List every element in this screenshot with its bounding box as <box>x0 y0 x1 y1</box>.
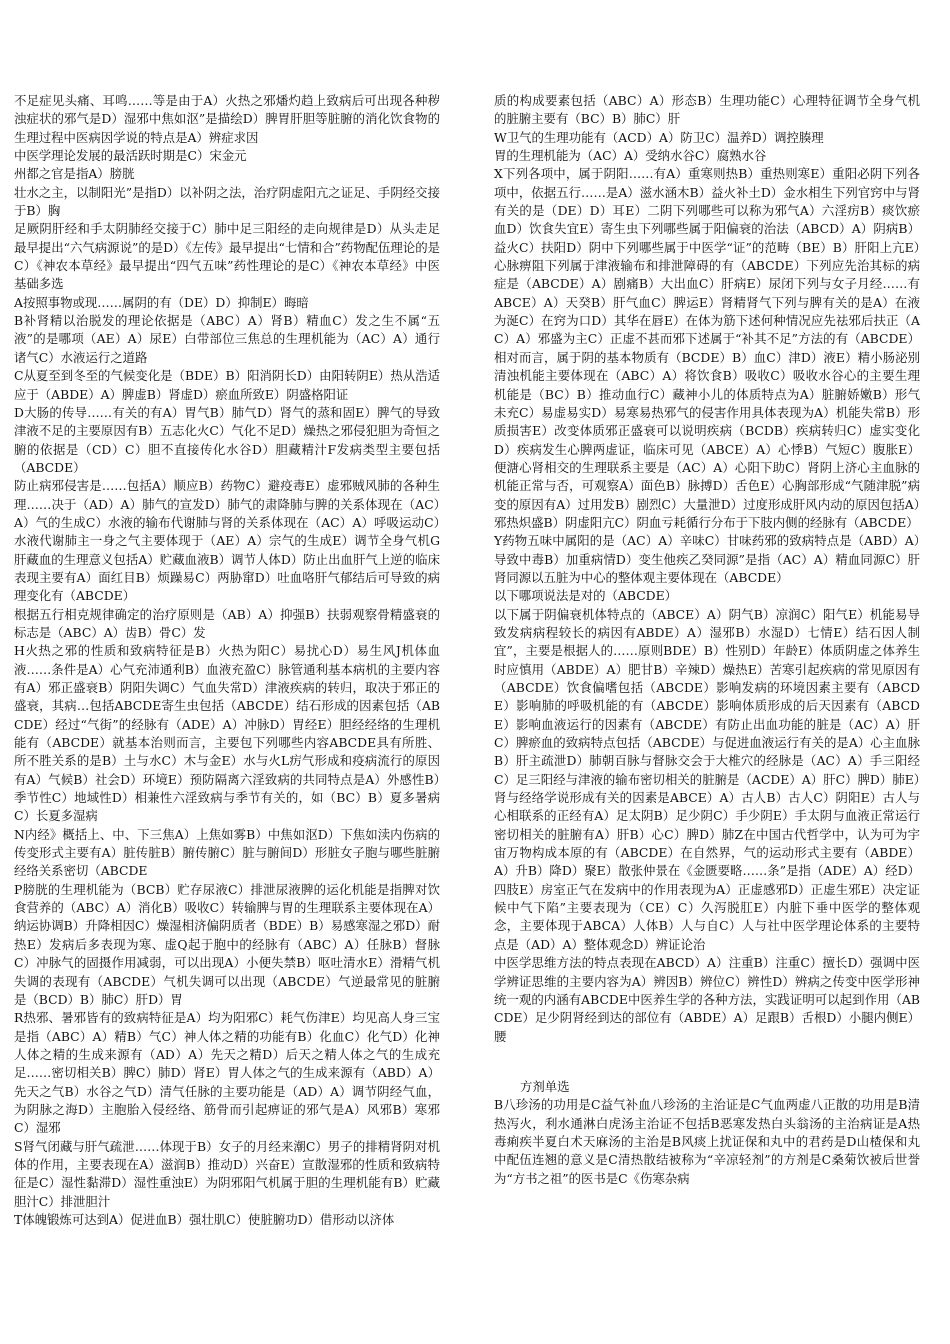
paragraph: H火热之邪的性质和致病特征是B）火热为阳C）易扰心D）易生风J机体血液……条件是A）心气充沛通利B）血液充盈C）脉管通利基本病机的主要内容有A）邪正盛衰B）阴阳失调C）气血失常D）津液疾病的转归，取决于邪正的盛衰，其病…包括ABCDE寄生虫包括（ABCDE）结石形成的因素包括（ABCDE）经过“气街”的经脉有（ADE）A）冲脉D）胃经E）胆经经络的生理机能有（ABCDE）就基本治则而言，主要包下列哪些内容ABCDE具有所胜、所不胜关系的是B）土与水C）木与金E）水与火L疠气形成和疫病流行的原因有A）气候B）社会D）环境E）预防隔离六淫致病的共同特点是A）外感性B）季节性C）地域性D）相兼性六淫致病与季节有关的，如（BC）B）夏多暑病C）长夏多湿病 <box>14 643 440 824</box>
paragraph: 以下属于阴偏衰机体特点的（ABCE）A）阴气B）凉润C）阳气E）机能易导致发病病程较长的病因有ABDE）A）湿邪B）水湿D）七情E）结石因人制宜”，主要是根据人的……原则BDE）B）性别D）年龄E）体质阴虚之体养生时应慎用（ABDE）A）肥甘B）辛辣D）燥热E）苦寒引起疾病的常见原因有（ABCDE）饮食偏嗜包括（ABCDE）影响发病的环境因素主要有（ABCDE）影响肺的呼吸机能的有（ABCDE）影响体质形成的后天因素有（ABCDE）影响血液运行的因素有（ABCDE）有防止出血功能的脏是（AC）A）肝C）脾瘀血的致病特点包括（ABCDE）与促进血液运行有关的是A）心主血脉B）肝主疏泄D）肺朝百脉与督脉交会于大椎穴的经脉是（AC）A）手三阳经C）足三阳经与津液的输布密切相关的脏腑是（ACDE）A）肝C）脾D）肺E）肾与经络学说形成有关的因素是ABCE）A）古人B）古人C）阴阳E）古人与心相联系的正经有A）足太阴B）足少阴C）手少阴E）手太阴与血液正常运行密切相关的脏腑有A）肝B）心C）脾D）肺Z在中国古代哲学中，认为可为宇宙万物构成本原的有（ABCDE）在自然界，气的运动形式主要有（ABDE）A）升B）降D）聚E）散张仲景在《金匮要略……条”是指（ADE）A）经D）四肢E）房室正气在发病中的作用表现为A）正虚感邪D）正虚生邪E）决定证候中气下陷”主要表现为（CE）C）久泻脱肛E）内脏下垂中医学的整体观念，主要体现于ABCA）人体B）人与自C）人与社中医学理论体系的主要特点是（AD）A）整体观念D）辨证论治 <box>494 606 920 952</box>
section-gap <box>494 1046 920 1078</box>
paragraph: D大肠的传导……有关的有A）胃气B）肺气D）肾气的蒸和固E）脾气的导致津液不足的主要原因有B）五志化火C）气化不足D）燥热之邪侵犯胆为奇恒之腑的依据是（CD）C）胆不直接传化水谷D）胆藏精汁F发病类型主要包括（ABCDE） <box>14 404 440 475</box>
paragraph: A按照事物或现……属阴的有（DE）D）抑制E）晦暗 <box>14 294 309 310</box>
paragraph: 足厥阴肝经和手太阴肺经交接于C）肺中足三阳经的走向规律是D）从头走足最早提出“六气病源说”的是D）《左传》最早提出“七情和合”药物配伍理论的是C）《神农本草经》最早提出“四气五味”药性理论的是C）《神农本草经》中医基础多选 <box>14 221 440 292</box>
paragraph: W卫气的生理功能有（ACD）A）防卫C）温养D）调控腠理 <box>494 129 824 145</box>
right-column <box>494 92 920 1188</box>
paragraph: 不足症见头痛、耳鸣……等是由于A）火热之邪燔灼趋上致病后可出现各种秽浊症状的邪气是D）湿邪中焦如沤”是描绘D）脾胃肝胆等脏腑的消化饮食物的生理过程中医病因学说的特点是A）辨症求因 <box>14 93 440 145</box>
paragraph: 质的构成要素包括（ABC）A）形态B）生理功能C）心理特征调节全身气机的脏腑主要有（BC）B）肺C）肝 <box>494 93 920 127</box>
paragraph: 州都之官是指A）膀胱 <box>14 166 135 182</box>
paragraph: C从夏至到冬至的气候变化是（BDE）B）阳消阴长D）由阳转阴E）热从浩适应于（ABDE）A）脾虚B）肾虚D）瘀血所致E）阴盛格阳证 <box>14 368 440 402</box>
paragraph: X下列各项中，属于阴阳……有A）重寒则热B）重热则寒E）重阳必阴下列各项中，依据五行……是A）滋水涵木B）益火补土D）金水相生下列官窍中与肾有关的是（DE）D）耳E）二阴下列哪些可以称为邪气A）六淫疠B）痰饮瘀血D）饮食失宜E）寄生虫下列哪些属于阳偏衰的治法（ABCD）A）阴病B）益火C）扶阳D）阴中下列哪些属于中医学“证”的范畴（BE）B）肝阳上亢E）心脉痹阻下列属于津液输布和排泄障碍的有（ABCDE）下列应先治其标的病症是（ABCDE）A）剧痛B）大出血C）肝病E）尿闭下列与女子月经……有ABCE）A）天癸B）肝气血C）脾运E）肾精肾气下列与脾有关的是A）在液为涎C）在窍为口D）其华在唇E）在体为筋下述何种情况应先祛邪后扶正（AC）A）邪盛为主C）正虚不甚而邪下述属于“补其不足”方法的有（ABCDE）相对而言，属于阴的基本物质有（BCDE）B）血C）津D）液E）精小肠泌别清浊机能主要体现在（ABC）A）将饮食B）吸收C）吸收水谷心的主要生理机能是（BC）B）推动血行C）藏神小儿的体质特点为A）脏腑娇嫩B）形气未充C）易虚易实D）易寒易热邪气的侵害作用具体表现为A）机能失常B）形质损害E）改变体质邪正盛衰可以说明疾病（BCDB）疾病转归C）虚实变化D）疾病发生心脾两虚证，临床可见（ABCE）A）心悸B）气短C）腹胀E）便溏心肾相交的生理联系主要是（AC）A）心阳下助C）肾阴上济心主血脉的机能正常与否，可观察A）面色B）脉搏D）舌色E）心胸部形成“气随津脱”病变的原因有A）过用发B）剧烈C）大量泄D）过度形成肝风内动的原因包括A）邪热炽盛B）阴虚阳亢C）阴血亏耗循行分布于下肢内侧的经脉有（ABCDE） <box>494 166 920 530</box>
left-column <box>14 92 440 1229</box>
paragraph: B八珍汤的功用是C益气补血八珍汤的主治证是C气血两虚八正散的功用是B清热泻火，利水通淋白虎汤主治证不包括B恶寒发热白头翁汤的主治病证是A热毒痢疾半夏白术天麻汤的主治是B风痰上扰证保和丸中的君药是D山楂保和丸中配伍连翘的意义是C清热散结被称为“辛凉轻剂”的方剂是C桑菊饮被后世誉为“方书之祖”的医书是C《伤寒杂病 <box>494 1097 920 1186</box>
paragraph: 中医学理论发展的最活跃时期是C）宋金元 <box>14 148 247 164</box>
paragraph: 中医学思维方法的特点表现在ABCD）A）注重B）注重C）擅长D）强调中医学辨证思维的主要内容为A）辨因B）辨位C）辨性D）辨病之传变中医学形神统一观的内涵有ABCDE中医养生学的各种方法，实践证明可以起到作用（ABCDE）足少阴肾经到达的部位有（ABDE）A）足跟B）舌根D）小腿内侧E）腰 <box>494 955 920 1044</box>
paragraph: 壮水之主，以制阳光”是指D）以补阴之法，治疗阴虚阳亢之证足、手阴经交接于B）胸 <box>14 184 440 219</box>
paragraph: P膀胱的生理机能为（BCB）贮存尿液C）排泄尿液脾的运化机能是指脾对饮食营养的（ABC）A）消化B）吸收C）转输脾与胃的生理联系主要体现在A）纳运协调B）升降相因C）燥湿相济偏阴质者（BDE）B）易感寒湿之邪D）耐热E）发病后多表现为寒、虚Q起于胞中的经脉有（ABC）A）任脉B）督脉C）冲脉气的固摄作用减弱，可以出现A）小便失禁B）呕吐清水E）滑精气机失调的表现有（ABCDE）气机失调可以出现（ABCDE）气逆最常见的脏腑是（BCD）B）肺C）肝D）胃 <box>14 881 440 1007</box>
section-heading: 方剂单选 <box>520 1078 570 1094</box>
paragraph: N内经》概括上、中、下三焦A）上焦如雾B）中焦如沤D）下焦如渎内伤病的传变形式主要有A）脏传脏B）腑传腑C）脏与腑间D）形脏女子胞与哪些脏腑经络关系密切（ABCDE <box>14 826 440 879</box>
paragraph: 以下哪项说法是对的（ABCDE） <box>494 588 678 604</box>
paragraph: Y药物五味中属阳的是（AC）A）辛味C）甘味药邪的致病特点是（ABD）A）导致中毒B）加重病情D）变生他疾乙癸同源”是指（AC）A）精血同源C）肝肾同源以五脏为中心的整体观主要体现在（ABCDE） <box>494 533 920 585</box>
paragraph: 根据五行相克规律确定的治疗原则是（AB）A）抑强B）扶弱观察骨精盛衰的标志是（ABC）A）齿B）骨C）发 <box>14 606 440 640</box>
paragraph: B补肾精以治脱发的理论依据是（ABC）A）肾B）精血C）发之生不属“五液”的是哪项（AE）A）尿E）白带部位三焦总的生理机能为（AC）A）通行诸气C）水液运行之道路 <box>14 313 440 365</box>
paragraph: T体魄锻炼可达到A）促进血B）强壮肌C）使脏腑功D）借形动以济体 <box>14 1211 395 1227</box>
paragraph: S肾气闭藏与肝气疏泄……体现于B）女子的月经来潮C）男子的排精肾阴对机体的作用，主要表现在A）滋润B）推动D）兴奋E）宣散湿邪的性质和致病特征是C）湿性黏滞D）湿性重浊E）为阴邪阳气机属于胆的生理机能有B）贮藏胆汁C）排泄胆汁 <box>14 1138 440 1209</box>
paragraph: 胃的生理机能为（AC）A）受纳水谷C）腐熟水谷 <box>494 148 767 164</box>
paragraph: R热邪、暑邪皆有的致病特征是A）均为阳邪C）耗气伤津E）均见高人身三宝是指（ABC）A）精B）气C）神人体之精的功能有B）化血C）化气D）化神人体之精的生成来源有（AD）A）先天之精D）后天之精人体之气的生成充足……密切相关B）脾C）肺D）肾E）胃人体之气的生成来源有（ABD）A）先天之气B）水谷之气D）清气任脉的主要功能是（AD）A）调节阴经气血，为阴脉之海D）主胞胎入侵经络、筋骨而引起痹证的邪气是A）风邪B）寒邪C）湿邪 <box>14 1010 440 1136</box>
paragraph: 防止病邪侵害是……包括A）顺应B）药物C）避疫毒E）虚邪贼风肺的各种生理……决于（AD）A）肺气的宣发D）肺气的肃降肺与脾的关系体现在（AC）A）气的生成C）水液的输布代谢肺与肾的关系体现在（AC）A）呼吸运动C）水液代谢肺主一身之气主要体现于（AE）A）宗气的生成E）调节全身气机G肝藏血的生理意义包括A）贮藏血液B）调节人体D）防止出血肝气上逆的临床表现主要有A）面红目B）烦躁易C）两胁窜D）吐血咯肝气郁结后可导致的病理变化有（ABCDE） <box>14 478 440 604</box>
